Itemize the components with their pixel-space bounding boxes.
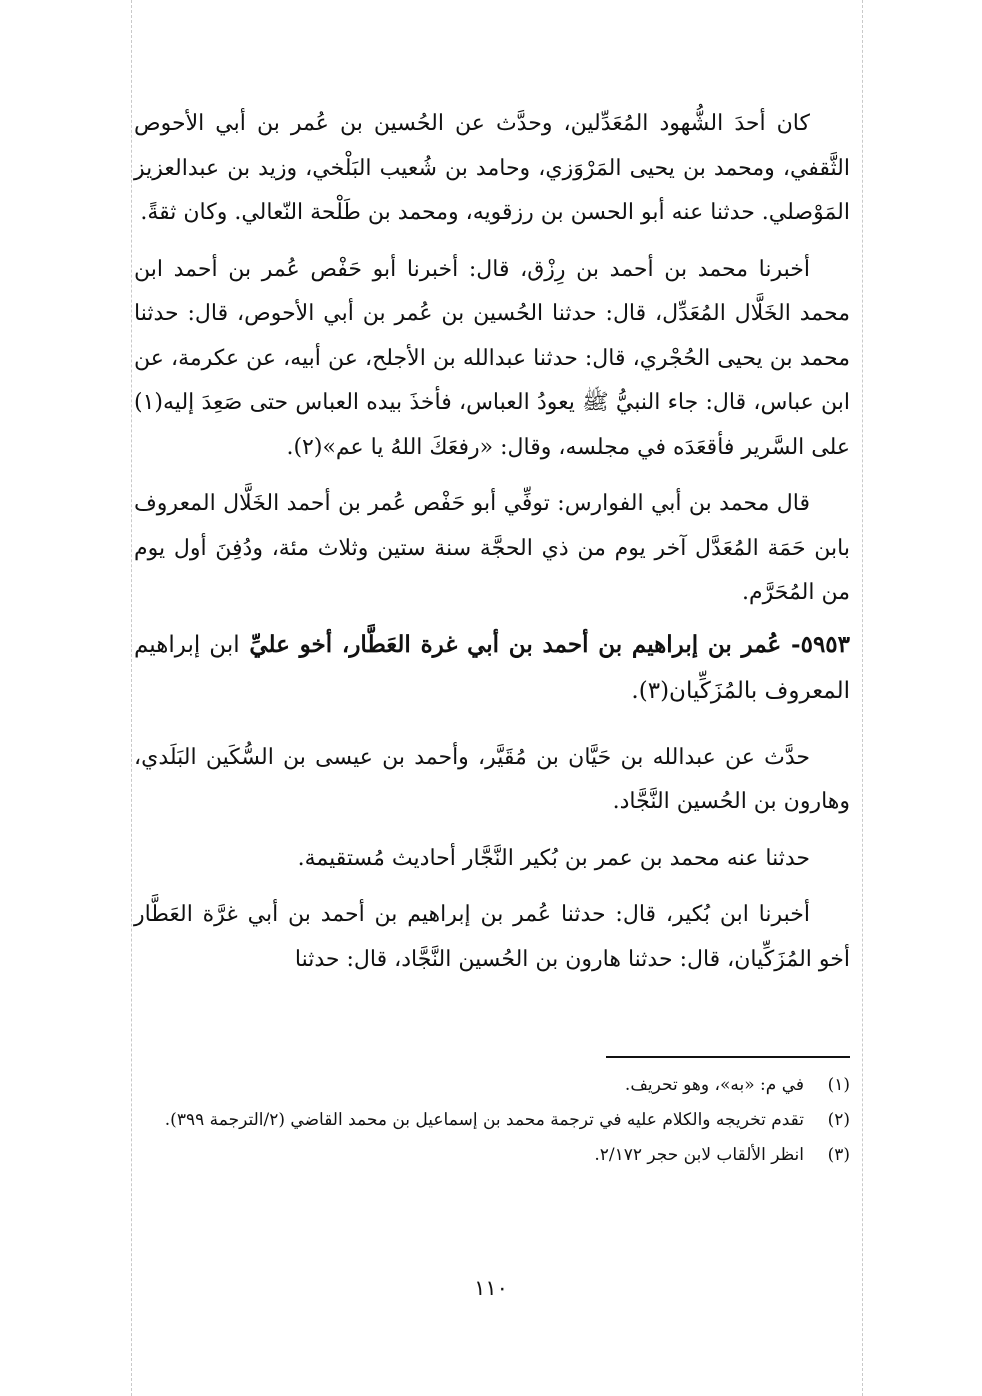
scan-artifact-line bbox=[131, 0, 132, 1396]
footnote-number: (٣) bbox=[827, 1145, 850, 1165]
footnote-text: في م: «به»، وهو تحريف. bbox=[624, 1075, 804, 1095]
main-text bbox=[134, 102, 850, 982]
entry-heading bbox=[134, 622, 850, 714]
footnotes bbox=[134, 1070, 850, 1175]
footnote bbox=[134, 1105, 850, 1136]
page-number: ١١٠ bbox=[474, 1276, 508, 1300]
footnote-text: انظر الألقاب لابن حجر ٢/١٧٢. bbox=[594, 1145, 804, 1165]
entry-name: عُمر بن إبراهيم بن أحمد بن أبي غرة العَطَّار، أخو عليِّ bbox=[249, 630, 782, 658]
entry-name-continuation: ابن إبراهيم المعروف بالمُزَكِّيان(٣). bbox=[134, 631, 850, 704]
paragraph-biography: كان أحدَ الشُّهود المُعَدِّلين، وحدَّث عن الحُسين بن عُمر بن أبي الأحوص الثَّقفي، ومحمد بن يحيى المَرْوَزي، وحامد بن شُعيب البَلْخي، وزيد بن عبدالعزيز المَوْصلي. حدثنا عنه أبو الحسن بن رزقويه، ومحمد بن طَلْحة النّعالي. وكان ثقةً. bbox=[134, 111, 850, 225]
footnote-number: (١) bbox=[827, 1075, 850, 1095]
scan-artifact-line bbox=[862, 0, 863, 1396]
paragraph-death-date: قال محمد بن أبي الفوارس: توفِّي أبو حَفْص عُمر بن أحمد الخَلَّال المعروف بابن حَمَة المُعَدَّل آخر يوم من ذي الحجَّة سنة ستين وثلاث مئة، ودُفِنَ أول يوم من المُحَرَّم. bbox=[134, 491, 850, 605]
footnote bbox=[134, 1140, 850, 1171]
footnote-divider bbox=[606, 1056, 850, 1058]
footnote bbox=[134, 1070, 850, 1101]
entry-number: ٥٩٥٣- bbox=[791, 630, 851, 658]
paragraph-transmitter: حدثنا عنه محمد بن عمر بن بُكير النَّجَّار أحاديث مُستقيمة. bbox=[297, 845, 810, 871]
paragraph-narrators: حدَّث عن عبدالله بن حَيَّان بن مُقَيَّر، وأحمد بن عيسى بن السُّكَين البَلَدي، وهارون بن الحُسين النَّجَّاد. bbox=[134, 744, 850, 814]
paragraph-chain: أخبرنا ابن بُكير، قال: حدثنا عُمر بن إبراهيم بن أحمد بن أبي غرَّة العَطَّار أخو المُزَكِّيان، قال: حدثنا هارون بن الحُسين النَّجَّاد، قال: حدثنا bbox=[134, 902, 850, 972]
paragraph-hadith: أخبرنا محمد بن أحمد بن رِزْق، قال: أخبرنا أبو حَفْص عُمر بن أحمد ابن محمد الخَلَّال المُعَدِّل، قال: حدثنا الحُسين بن عُمر بن أبي الأحوص، قال: حدثنا محمد بن يحيى الحُجْري، قال: حدثنا عبدالله بن الأجلح، عن أبيه، عن عكرمة، عن ابن عباس، قال: جاء النبيُّ ﷺ يعودُ العباس، فأخذَ بيده العباس حتى صَعِدَ إليه(١) على السَّرير فأقعَدَه في مجلسه، وقال: «رفعَكَ اللهُ يا عم»(٢). bbox=[134, 256, 850, 460]
footnote-number: (٢) bbox=[827, 1110, 850, 1130]
footnote-text: تقدم تخريجه والكلام عليه في ترجمة محمد بن إسماعيل بن محمد القاضي (٢/الترجمة ٣٩٩). bbox=[164, 1110, 804, 1130]
